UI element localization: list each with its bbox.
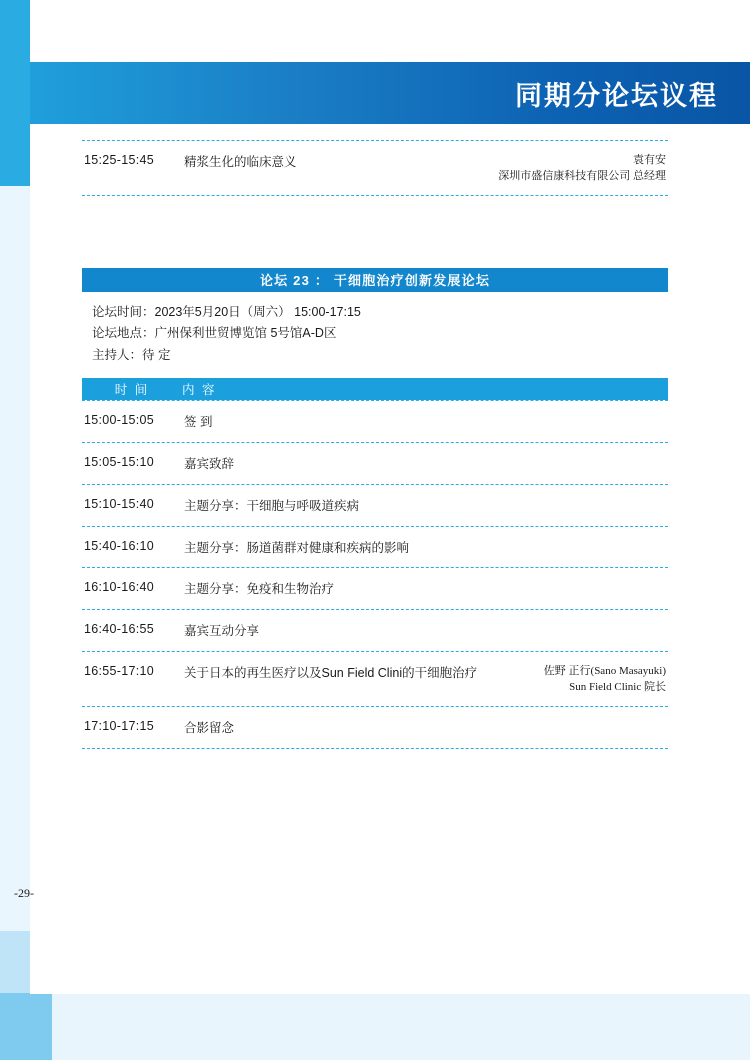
speaker-org: 深圳市盛信康科技有限公司 总经理 [498,169,666,182]
table-row [82,443,668,484]
speaker-org: Sun Field Clinic 院长 [569,680,666,693]
forum-meta-location: 论坛地点：广州保利世贸博览馆 5号馆A-D区 [92,326,337,341]
page-header-banner [30,62,750,124]
table-row [82,707,668,748]
row-time: 15:40-16:10 [84,538,155,553]
section-spacer [82,196,668,268]
forum-title: 论坛 23 ： 干细胞治疗创新发展论坛 [259,273,491,289]
row-topic: 签 到 [184,415,213,430]
row-time: 15:00-15:05 [84,413,155,428]
page-content [82,140,668,749]
decorative-edge-block-5 [0,931,30,993]
row-time: 17:10-17:15 [84,718,155,733]
row-time: 15:05-15:10 [84,455,155,470]
table-row [82,610,668,651]
row-topic: 合影留念 [184,720,235,735]
decorative-edge-block-1 [0,0,30,62]
forum-table-header [82,378,668,400]
forum-title-bar [82,268,668,292]
decorative-edge-block-3 [0,124,30,186]
row-time: 15:25-15:45 [84,153,155,167]
decorative-edge-block-4 [0,186,30,931]
forum-agenda-table [82,400,668,748]
row-topic: 精浆生化的临床意义 [184,155,297,169]
top-session-table [82,140,668,196]
decorative-bottom-band [52,994,750,1060]
row-topic: 主题分享：免疫和生物治疗 [184,582,335,597]
forum-meta-time: 论坛时间：2023年5月20日（周六） 15:00-17:15 [92,304,361,319]
row-topic: 嘉宾致辞 [184,457,235,472]
decorative-bottom-band-left [30,994,52,1060]
page-number: -29- [14,886,34,900]
speaker-name: 袁有安 [633,154,666,166]
forum-meta [82,292,668,375]
row-topic: 嘉宾互动分享 [184,624,260,639]
header-notch [0,62,30,124]
row-speaker [498,153,668,185]
row-time: 16:40-16:55 [84,622,155,637]
table-row [82,141,668,195]
column-header-time: 时 间 [114,383,150,398]
row-topic: 主题分享：干细胞与呼吸道疾病 [184,498,360,513]
column-header-topic: 内 容 [182,383,217,398]
row-topic: 关于日本的再生医疗以及Sun Field Clini的干细胞治疗 [184,665,478,680]
table-row [82,568,668,609]
speaker-name: 佐野 正行(Sano Masayuki) [543,664,666,677]
row-time: 16:10-16:40 [84,580,155,595]
row-time: 16:55-17:10 [84,663,155,678]
page-title: 同期分论坛议程 [515,80,718,111]
row-speaker [544,664,668,696]
divider [82,748,668,749]
forum-meta-host: 主持人：待 定 [92,347,171,362]
decorative-edge-block-6 [0,993,30,1060]
row-topic: 主题分享：肠道菌群对健康和疾病的影响 [184,540,410,555]
decorative-edge-strip [30,0,52,1060]
row-time: 15:10-15:40 [84,496,155,511]
table-row [82,652,668,706]
table-row [82,485,668,526]
table-row [82,527,668,568]
table-row [82,401,668,442]
